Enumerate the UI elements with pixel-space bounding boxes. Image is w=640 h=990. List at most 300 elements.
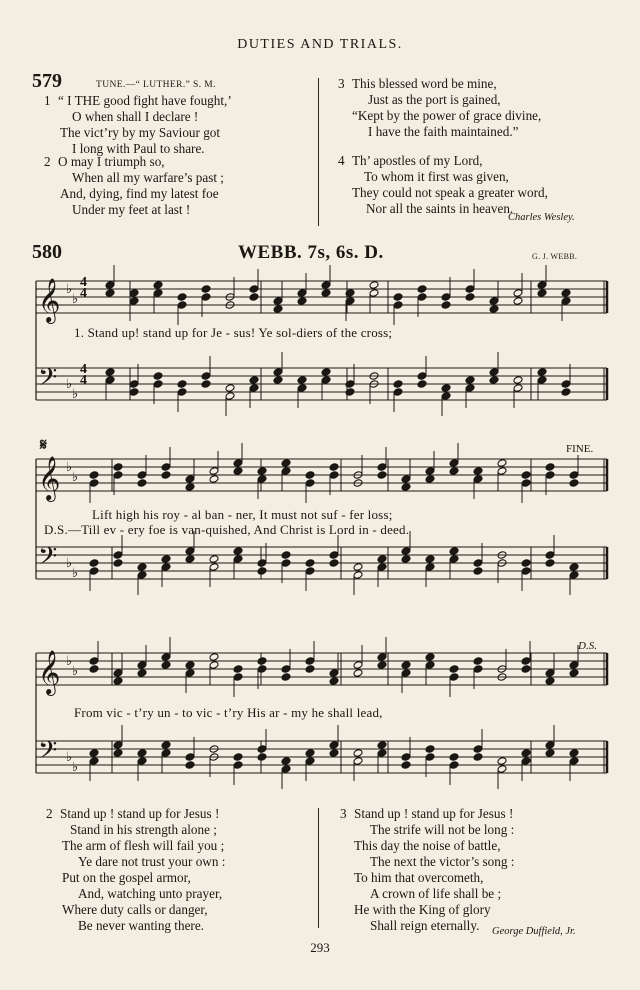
- note-head: [393, 380, 403, 389]
- note-head: [113, 551, 123, 560]
- note-head: [537, 289, 547, 298]
- note-head: [305, 665, 315, 674]
- note-head: [561, 388, 571, 397]
- key-signature-flat: ♭: [72, 387, 79, 402]
- note-head: [473, 467, 483, 476]
- hymn-580-author: George Duffield, Jr.: [492, 926, 576, 937]
- note-head: [129, 388, 139, 397]
- note-head: [233, 753, 243, 762]
- note-head: [185, 669, 195, 678]
- note-head: [185, 753, 195, 762]
- hymn-579-stanza-4-line-4: Nor all the saints in heaven.: [366, 201, 514, 216]
- note-head: [177, 388, 187, 397]
- hymn-579-stanza-1-line-1: 1 “ I THE good fight have fought,’: [44, 93, 232, 108]
- note-head: [105, 289, 115, 298]
- note-head: [281, 665, 291, 674]
- key-signature-flat: ♭: [66, 377, 73, 392]
- note-head: [393, 388, 403, 397]
- note-head: [473, 559, 483, 568]
- note-head: [113, 559, 123, 568]
- note-head: [257, 559, 267, 568]
- system-2-lyrics: Lift high his roy - al ban - ner, It must not suf - fer loss;: [92, 507, 393, 522]
- note-head: [225, 384, 235, 393]
- note-head: [329, 677, 339, 686]
- note-head: [545, 551, 555, 560]
- note-head: [113, 749, 123, 758]
- note-head: [497, 467, 507, 476]
- note-head: [209, 661, 219, 670]
- note-head: [129, 297, 139, 306]
- note-head: [273, 297, 283, 306]
- bass-clef: 𝄢: [38, 363, 58, 398]
- note-head: [233, 467, 243, 476]
- note-head: [489, 376, 499, 385]
- note-head: [545, 669, 555, 678]
- key-signature-flat: ♭: [72, 760, 79, 775]
- note-head: [209, 563, 219, 572]
- hymn-579-stanza-1-line-4: I long with Paul to share.: [72, 141, 205, 156]
- hymn-579-stanza-2-line-1: 2 O may I triumph so,: [44, 154, 165, 169]
- note-head: [281, 459, 291, 468]
- note-head: [513, 297, 523, 306]
- note-head: [425, 467, 435, 476]
- note-head: [417, 372, 427, 381]
- hymn-579-stanza-1-line-2: O when shall I declare !: [72, 109, 199, 124]
- note-head: [521, 665, 531, 674]
- note-head: [401, 555, 411, 564]
- note-head: [425, 563, 435, 572]
- note-head: [113, 677, 123, 686]
- note-head: [473, 753, 483, 762]
- note-head: [569, 571, 579, 580]
- note-head: [281, 765, 291, 774]
- note-head: [321, 281, 331, 290]
- treble-clef: 𝄞: [38, 278, 61, 322]
- note-head: [209, 555, 219, 564]
- time-signature-treble: 4 4: [80, 275, 87, 301]
- system-3-lyrics: From vic - t’ry un - to vic - t’ry His ar - my he shall lead,: [74, 705, 383, 720]
- note-head: [177, 301, 187, 310]
- note-head: [297, 297, 307, 306]
- key-signature-flat: ♭: [66, 460, 73, 475]
- note-head: [113, 471, 123, 480]
- hymn-580-stanza-3-line-8: Shall reign eternally.: [370, 918, 480, 933]
- note-head: [449, 753, 459, 762]
- note-head: [233, 555, 243, 564]
- hymn-580-stanza-2-line-2: Stand in his strength alone ;: [70, 822, 217, 837]
- note-head: [297, 384, 307, 393]
- hymn-579-stanza-4-line-3: They could not speak a greater word,: [352, 185, 548, 200]
- hymn-579-stanza-1-line-3: The vict’ry by my Saviour got: [60, 125, 221, 140]
- note-head: [137, 669, 147, 678]
- note-head: [465, 376, 475, 385]
- note-head: [377, 653, 387, 662]
- note-head: [129, 380, 139, 389]
- hymn-580-stanza-3-line-1: 3 Stand up ! stand up for Jesus !: [340, 806, 514, 821]
- segno-sign: 𝄋: [40, 437, 47, 454]
- note-head: [449, 459, 459, 468]
- note-head: [281, 551, 291, 560]
- note-head: [521, 567, 531, 576]
- hymn-580-stanza-2-line-3: The arm of flesh will fail you ;: [62, 838, 225, 853]
- note-head: [257, 753, 267, 762]
- note-head: [321, 289, 331, 298]
- note-head: [161, 653, 171, 662]
- hymn-579-author: Charles Wesley.: [508, 212, 575, 223]
- note-head: [417, 380, 427, 389]
- note-head: [233, 459, 243, 468]
- note-head: [569, 471, 579, 480]
- note-head: [569, 661, 579, 670]
- note-head: [225, 392, 235, 401]
- note-head: [545, 741, 555, 750]
- note-head: [489, 297, 499, 306]
- note-head: [393, 293, 403, 302]
- note-head: [545, 749, 555, 758]
- note-head: [185, 547, 195, 556]
- note-head: [569, 563, 579, 572]
- note-head: [513, 289, 523, 298]
- note-head: [89, 757, 99, 766]
- note-head: [89, 665, 99, 674]
- system-2-ds-lyrics: D.S.—Till ev - ery foe is van-quished, And Christ is Lord in - deed.: [44, 522, 410, 537]
- note-head: [329, 551, 339, 560]
- hymn-580-stanza-2-line-5: Put on the gospel armor,: [62, 870, 191, 885]
- note-head: [521, 479, 531, 488]
- page-number: 293: [310, 940, 330, 955]
- fine-marking: FINE.: [566, 443, 594, 455]
- note-head: [153, 289, 163, 298]
- hymn-579-stanza-3-line-2: Just as the port is gained,: [368, 92, 501, 107]
- note-head: [569, 479, 579, 488]
- note-head: [305, 471, 315, 480]
- note-head: [449, 761, 459, 770]
- hymn-580-stanza-3-line-3: This day the noise of battle,: [354, 838, 501, 853]
- note-head: [401, 547, 411, 556]
- page-header: DUTIES AND TRIALS.: [237, 37, 403, 52]
- note-head: [105, 281, 115, 290]
- note-head: [209, 475, 219, 484]
- note-head: [377, 749, 387, 758]
- note-head: [521, 749, 531, 758]
- hymn-580-stanza-3-line-6: A crown of life shall be ;: [370, 886, 502, 901]
- note-head: [377, 463, 387, 472]
- hymn-579-stanza-3-line-1: 3 This blessed word be mine,: [338, 76, 497, 91]
- note-head: [449, 673, 459, 682]
- note-head: [569, 757, 579, 766]
- note-head: [153, 372, 163, 381]
- note-head: [105, 368, 115, 377]
- note-head: [257, 657, 267, 666]
- note-head: [521, 471, 531, 480]
- note-head: [537, 281, 547, 290]
- hymn-580-stanza-3-line-4: The next the victor’s song :: [370, 854, 515, 869]
- hymn-580-stanza-2-line-4: Ye dare not trust your own :: [78, 854, 226, 869]
- key-signature-flat: ♭: [72, 664, 79, 679]
- note-head: [489, 305, 499, 314]
- note-head: [257, 467, 267, 476]
- note-head: [465, 293, 475, 302]
- note-head: [89, 657, 99, 666]
- note-head: [257, 745, 267, 754]
- note-head: [449, 467, 459, 476]
- note-head: [273, 368, 283, 377]
- note-head: [473, 475, 483, 484]
- note-head: [377, 555, 387, 564]
- note-head: [321, 376, 331, 385]
- note-head: [273, 305, 283, 314]
- note-head: [425, 661, 435, 670]
- note-head: [305, 657, 315, 666]
- hymn-580-number: 580: [32, 241, 62, 263]
- hymn-579-stanza-2-line-4: Under my feet at last !: [72, 202, 191, 217]
- note-head: [545, 471, 555, 480]
- note-head: [545, 463, 555, 472]
- note-head: [281, 673, 291, 682]
- note-head: [353, 669, 363, 678]
- note-head: [353, 757, 363, 766]
- note-head: [257, 665, 267, 674]
- note-head: [185, 661, 195, 670]
- note-head: [449, 555, 459, 564]
- note-head: [201, 372, 211, 381]
- note-head: [305, 757, 315, 766]
- note-head: [89, 479, 99, 488]
- note-head: [353, 571, 363, 580]
- hymn-580-stanza-3-line-5: To him that overcometh,: [354, 870, 484, 885]
- note-head: [425, 745, 435, 754]
- note-head: [209, 653, 219, 662]
- note-head: [513, 376, 523, 385]
- hymn-579-stanza-3-line-3: “Kept by the power of grace divine,: [352, 108, 542, 123]
- note-head: [273, 376, 283, 385]
- column-divider-2: [318, 808, 319, 928]
- note-head: [401, 669, 411, 678]
- note-head: [377, 661, 387, 670]
- note-head: [185, 555, 195, 564]
- note-head: [537, 368, 547, 377]
- key-signature-flat: ♭: [72, 566, 79, 581]
- note-head: [473, 567, 483, 576]
- note-head: [305, 559, 315, 568]
- hymn-580-composer: G. J. WEBB.: [532, 252, 578, 261]
- note-head: [425, 475, 435, 484]
- note-head: [521, 657, 531, 666]
- note-head: [377, 563, 387, 572]
- hymn-579-tune: TUNE.—“ LUTHER.” S. M.: [96, 80, 216, 90]
- note-head: [89, 749, 99, 758]
- note-head: [561, 289, 571, 298]
- hymn-580-stanza-3-line-7: He with the King of glory: [354, 902, 491, 917]
- key-signature-flat: ♭: [66, 654, 73, 669]
- note-head: [401, 761, 411, 770]
- note-head: [353, 563, 363, 572]
- note-head: [249, 285, 259, 294]
- note-head: [329, 471, 339, 480]
- note-head: [161, 555, 171, 564]
- hymn-580-stanza-2-line-7: Where duty calls or danger,: [62, 902, 208, 917]
- note-head: [281, 467, 291, 476]
- note-head: [281, 757, 291, 766]
- note-head: [113, 741, 123, 750]
- note-head: [185, 761, 195, 770]
- note-head: [233, 547, 243, 556]
- note-head: [89, 471, 99, 480]
- hymn-579-stanza-2-line-2: When all my warfare’s past ;: [72, 170, 224, 185]
- note-head: [497, 757, 507, 766]
- note-head: [209, 467, 219, 476]
- key-signature-flat: ♭: [72, 292, 79, 307]
- note-head: [465, 285, 475, 294]
- note-head: [185, 483, 195, 492]
- hymn-579-stanza-4-line-1: 4 Th’ apostles of my Lord,: [338, 153, 483, 168]
- note-head: [137, 571, 147, 580]
- note-head: [377, 741, 387, 750]
- key-signature-flat: ♭: [66, 750, 73, 765]
- hymn-580-title: WEBB. 7s, 6s. D.: [238, 242, 384, 263]
- note-head: [321, 368, 331, 377]
- note-head: [425, 653, 435, 662]
- note-head: [329, 741, 339, 750]
- note-head: [305, 567, 315, 576]
- note-head: [473, 745, 483, 754]
- note-head: [329, 669, 339, 678]
- note-head: [425, 555, 435, 564]
- note-head: [161, 741, 171, 750]
- note-head: [521, 559, 531, 568]
- note-head: [161, 661, 171, 670]
- note-head: [257, 567, 267, 576]
- hymn-579-stanza-2-line-3: And, dying, find my latest foe: [60, 186, 219, 201]
- note-head: [545, 559, 555, 568]
- time-signature-bass: 4 4: [80, 362, 87, 388]
- ds-marking: D.S.: [578, 640, 597, 652]
- note-head: [401, 483, 411, 492]
- note-head: [377, 471, 387, 480]
- note-head: [201, 285, 211, 294]
- note-head: [441, 392, 451, 401]
- bass-clef: 𝄢: [38, 736, 58, 771]
- note-head: [353, 661, 363, 670]
- note-head: [249, 384, 259, 393]
- treble-clef: 𝄞: [38, 456, 61, 500]
- hymn-580-stanza-3-line-2: The strife will not be long :: [370, 822, 515, 837]
- note-head: [497, 765, 507, 774]
- note-head: [105, 376, 115, 385]
- note-head: [329, 749, 339, 758]
- note-head: [177, 293, 187, 302]
- note-head: [233, 665, 243, 674]
- note-head: [353, 749, 363, 758]
- note-head: [249, 376, 259, 385]
- note-head: [137, 661, 147, 670]
- note-head: [329, 463, 339, 472]
- note-head: [561, 297, 571, 306]
- hymn-580-stanza-2-line-6: And, watching unto prayer,: [78, 886, 223, 901]
- note-head: [521, 757, 531, 766]
- note-head: [161, 563, 171, 572]
- note-head: [153, 380, 163, 389]
- note-head: [161, 471, 171, 480]
- note-head: [465, 384, 475, 393]
- note-head: [153, 281, 163, 290]
- note-head: [401, 753, 411, 762]
- system-1-lyrics: 1. Stand up! stand up for Je - sus! Ye sol-diers of the cross;: [74, 325, 393, 340]
- note-head: [489, 368, 499, 377]
- hymn-580-stanza-2-line-8: Be never wanting there.: [78, 918, 204, 933]
- note-head: [441, 301, 451, 310]
- note-head: [449, 547, 459, 556]
- note-head: [137, 471, 147, 480]
- note-head: [113, 463, 123, 472]
- note-head: [417, 285, 427, 294]
- hymn-579-stanza-3-line-4: I have the faith maintained.”: [368, 124, 519, 139]
- note-head: [417, 293, 427, 302]
- note-head: [569, 669, 579, 678]
- note-head: [369, 289, 379, 298]
- note-head: [185, 475, 195, 484]
- note-head: [305, 479, 315, 488]
- note-head: [393, 301, 403, 310]
- note-head: [561, 380, 571, 389]
- note-head: [257, 475, 267, 484]
- note-head: [161, 749, 171, 758]
- key-signature-flat: ♭: [72, 470, 79, 485]
- note-head: [537, 376, 547, 385]
- note-head: [473, 657, 483, 666]
- note-head: [569, 749, 579, 758]
- note-head: [137, 563, 147, 572]
- note-head: [113, 669, 123, 678]
- note-head: [497, 459, 507, 468]
- note-head: [137, 749, 147, 758]
- note-head: [441, 293, 451, 302]
- note-head: [233, 761, 243, 770]
- note-head: [201, 293, 211, 302]
- note-head: [233, 673, 243, 682]
- note-head: [161, 463, 171, 472]
- hymn-580-stanza-2-line-1: 2 Stand up ! stand up for Jesus !: [46, 806, 220, 821]
- note-head: [129, 289, 139, 298]
- note-head: [473, 665, 483, 674]
- hymn-579-stanza-4-line-2: To whom it first was given,: [364, 169, 509, 184]
- note-head: [89, 559, 99, 568]
- note-head: [281, 559, 291, 568]
- note-head: [89, 567, 99, 576]
- note-head: [545, 677, 555, 686]
- note-head: [137, 757, 147, 766]
- note-head: [401, 661, 411, 670]
- bass-clef: 𝄢: [38, 542, 58, 577]
- note-head: [297, 376, 307, 385]
- note-head: [201, 380, 211, 389]
- note-head: [441, 384, 451, 393]
- note-head: [249, 293, 259, 302]
- note-head: [297, 289, 307, 298]
- note-head: [369, 281, 379, 290]
- note-head: [449, 665, 459, 674]
- key-signature-flat: ♭: [66, 282, 73, 297]
- note-head: [137, 479, 147, 488]
- treble-clef: 𝄞: [38, 650, 61, 694]
- hymn-579-number: 579: [32, 70, 62, 92]
- key-signature-flat: ♭: [66, 556, 73, 571]
- note-head: [329, 559, 339, 568]
- note-head: [305, 749, 315, 758]
- note-head: [177, 380, 187, 389]
- note-head: [401, 475, 411, 484]
- note-head: [425, 753, 435, 762]
